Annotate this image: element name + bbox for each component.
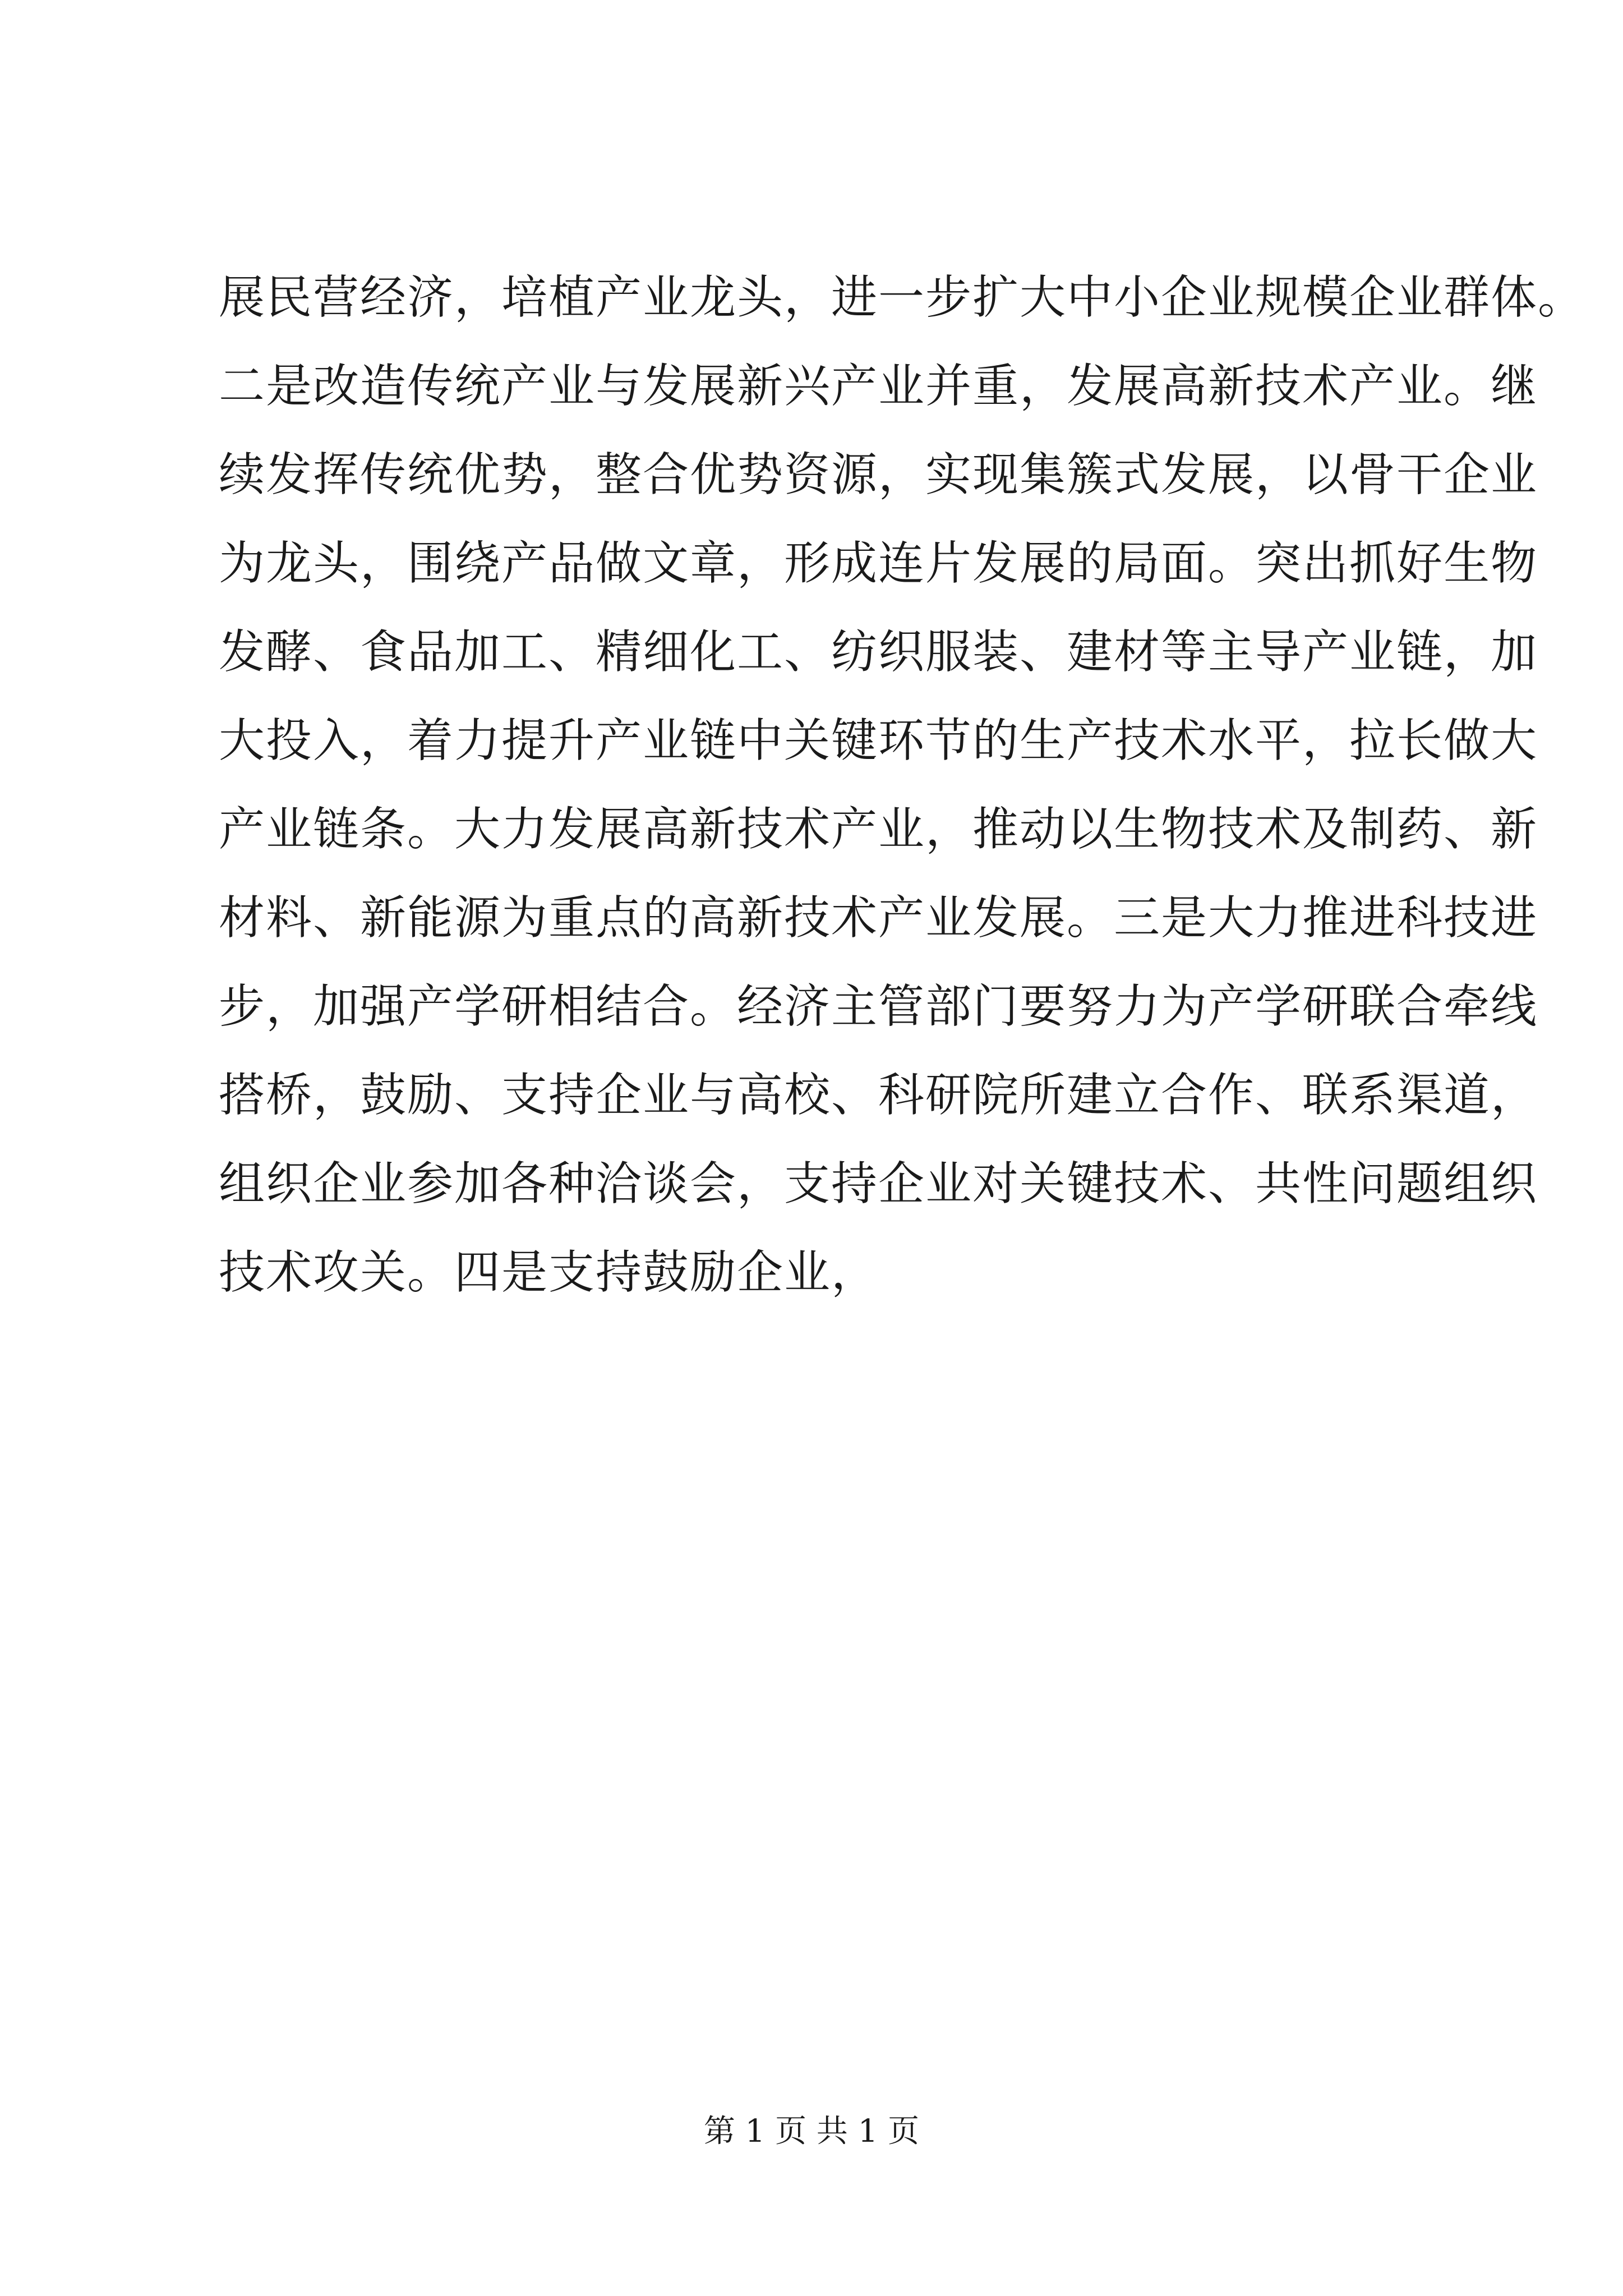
text-line: 技术攻关。四是支持鼓励企业， xyxy=(219,1246,879,1299)
text-line: 发酵、食品加工、精细化工、纺织服装、建材等主导产业链，加 xyxy=(219,625,1538,679)
text-line: 组织企业参加各种洽谈会，支持企业对关键技术、共性问题组织 xyxy=(219,1157,1538,1211)
body-paragraph xyxy=(219,254,1585,1317)
text-line: 二是改造传统产业与发展新兴产业并重，发展高新技术产业。继 xyxy=(219,360,1538,413)
text-line: 步，加强产学研相结合。经济主管部门要努力为产学研联合牵线 xyxy=(219,980,1538,1033)
text-line: 续发挥传统优势，整合优势资源，实现集簇式发展，以骨干企业 xyxy=(219,448,1538,501)
text-line: 为龙头，围绕产品做文章，形成连片发展的局面。突出抓好生物 xyxy=(219,537,1538,590)
text-line: 搭桥，鼓励、支持企业与高校、科研院所建立合作、联系渠道， xyxy=(219,1069,1538,1122)
text-line: 大投入，着力提升产业链中关键环节的生产技术水平，拉长做大 xyxy=(219,714,1538,767)
page-footer xyxy=(0,2109,1623,2154)
text-line: 产业链条。大力发展高新技术产业，推动以生物技术及制药、新 xyxy=(219,803,1538,856)
text-line: 材料、新能源为重点的高新技术产业发展。三是大力推进科技进 xyxy=(219,891,1538,945)
text-line: 展民营经济，培植产业龙头，进一步扩大中小企业规模企业群体。 xyxy=(219,271,1585,324)
page-number-label: 第 1 页 共 1 页 xyxy=(703,2113,920,2150)
